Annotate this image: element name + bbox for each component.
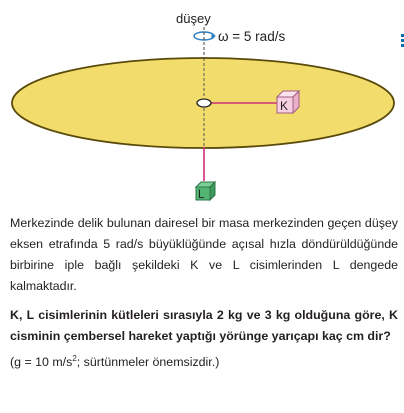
note-suffix: ; sürtünmeler önemsizdir.) <box>76 355 220 369</box>
note-prefix: (g = 10 m/s <box>10 355 73 369</box>
block-k <box>277 91 299 113</box>
omega-label: ω = 5 rad/s <box>218 29 286 44</box>
rotation-arrow-icon <box>194 32 216 40</box>
center-hole <box>197 99 211 107</box>
problem-description: Merkezinde delik bulunan dairesel bir masa merkezinden geçen düşey eksen etrafında 5 rad/s büyüklüğünde açısal hızla döndürüldüğünde birbirine iple bağlı şekildeki K ve L cisimlerinden L dengede kalmaktadır. <box>10 216 398 293</box>
note-superscript: 2 <box>72 353 77 363</box>
problem-text <box>10 213 398 371</box>
block-l-label: L <box>198 189 205 201</box>
block-k-label: K <box>280 99 289 113</box>
problem-note <box>10 353 398 371</box>
problem-question: K, L cisimlerinin kütleleri sırasıyla 2 kg ve 3 kg olduğuna göre, K cisminin çembersel hareket yaptığı yörünge yarıçapı kaç cm dir? <box>10 308 398 343</box>
axis-label: düşey <box>176 11 211 26</box>
block-l <box>196 182 215 201</box>
